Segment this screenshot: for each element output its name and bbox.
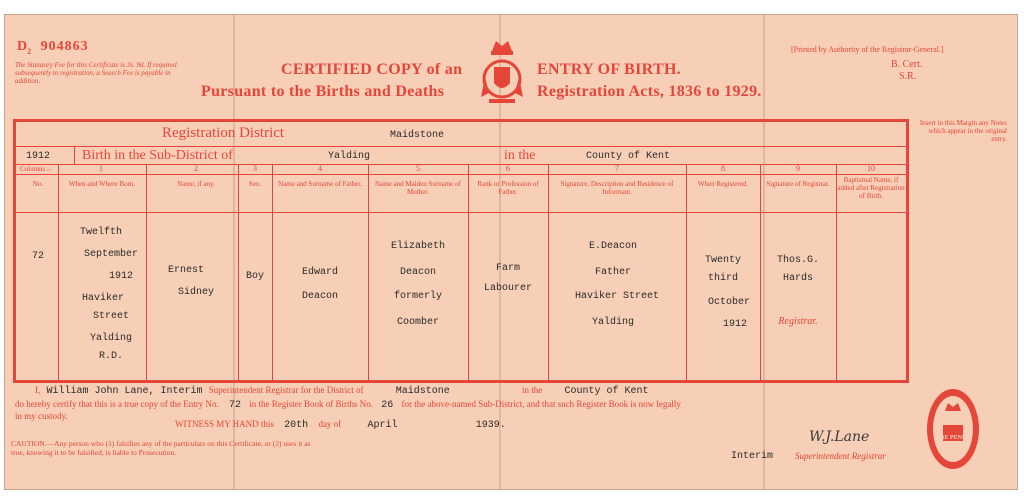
subdistrict-value: Yalding [328,151,371,162]
cert-district: Maidstone [395,386,450,397]
title-line1-right: ENTRY OF BIRTH. [537,61,681,78]
registered-line: 1912 [722,319,747,330]
signature-prefix: Interim [731,451,774,462]
district-label: Registration District [162,125,285,141]
caution-notice: CAUTION.—Any person who (1) falsifies any of the particulars on this Certificate, or (2) uses it as true, knowing it to be falsified, is liable to Prosecution. [11,439,311,457]
col-header-baptismal: Baptismal Name, if added after Registration of Birth. [837,176,905,200]
mother-name-line: Elizabeth [390,241,445,252]
child-sex: Boy [245,271,264,282]
registered-line: Twenty [704,255,741,266]
rule [16,146,906,147]
col-header-no: No. [32,180,44,188]
when-where-line: R.D. [98,351,123,362]
column-rule [686,164,687,380]
title-line2-right: Registration Acts, 1836 to 1929. [537,83,762,100]
register-entry-table [13,119,909,383]
registrar-signature-line: Thos.G. [776,255,819,266]
title-line2-left: Pursuant to the Births and Deaths [201,83,445,100]
column-rule [368,164,369,380]
column-rule [272,164,273,380]
col-header-sex: Sex. [248,180,262,188]
rule [16,212,906,213]
col-header-father: Name and Surname of Father. [278,180,362,188]
col-header-registrar: Signature of Registrar. [766,180,830,188]
when-where-line: September [83,249,138,260]
cert-text: do hereby certify that this is a true copy of the Entry No. [15,399,219,409]
when-where-line: 1912 [108,271,133,282]
cert-text: WITNESS MY HAND this [175,419,274,429]
rule [74,146,75,164]
title-line1-left: CERTIFIED COPY of an [281,61,463,78]
certification-line-1 [35,385,649,397]
informant-line: Father [594,267,631,278]
stamp-text: ONE PENNY [935,435,971,441]
col-num-6: 6 [506,164,510,173]
subdistrict-label: Birth in the Sub-District of [82,148,233,163]
entry-year: 1912 [26,151,51,162]
col-num-8: 8 [721,164,725,173]
informant-line: E.Deacon [588,241,637,252]
when-where-line: Yalding [89,333,132,344]
columns-label: Columns :- [20,165,52,173]
when-where-line: Street [92,311,129,322]
cert-text: Superintendent Registrar for the District of [208,385,364,395]
mother-name-line: Deacon [399,267,436,278]
column-rule [548,164,549,380]
serial-number [17,39,89,56]
serial-prefix-sub: 2 [27,46,32,56]
registrar-signature-line: Hards [782,273,813,284]
cert-text: I, [35,385,41,395]
serial-value: 904863 [40,39,89,54]
col-header-mother: Name and Maiden Surname of Mother. [375,180,461,196]
col-num-7: 7 [615,164,619,173]
cert-text: day of [318,419,342,429]
column-rule [238,164,239,380]
royal-arms-icon [479,37,525,109]
mother-name-line: Coomber [396,317,439,328]
col-header-registered: When Registered. [697,180,749,188]
col-num-2: 2 [194,164,198,173]
registrar-title: Registrar. [778,316,818,327]
entry-number: 72 [31,251,44,262]
col-num-10: 10 [867,164,875,173]
serial-prefix: D [17,39,28,54]
father-rank-line: Farm [495,263,520,274]
witness-day: 20th [284,420,309,431]
column-rule [836,164,837,380]
col-header-informant: Signature, Description and Residence of Informant. [560,180,674,196]
col-num-9: 9 [796,164,800,173]
col-header-name: Name, if any. [177,180,215,188]
cert-text: in the Register Book of Births No. [249,399,373,409]
column-rule [468,164,469,380]
column-rule [146,164,147,380]
rule [16,174,906,175]
superintendent-signature: W.J.Lane [809,429,870,445]
column-rule [58,164,59,380]
father-name-line: Edward [301,267,338,278]
form-code: B. Cert. [891,59,923,70]
registered-line: October [707,297,750,308]
district-value: Maidstone [390,130,445,141]
revenue-stamp-icon [925,387,981,471]
father-rank-line: Labourer [483,283,532,294]
father-name-line: Deacon [301,291,338,302]
child-name-line: Sidney [177,287,214,298]
witness-year: 1939. [475,420,506,431]
mother-name-line: formerly [393,291,442,302]
cert-book-no: 26 [381,400,394,411]
cert-text: for the above-named Sub-District, and that such Register Book is now legally [401,399,681,409]
cert-text: in the [522,385,543,395]
child-name-line: Ernest [167,265,204,276]
col-header-rank: Rank or Profession of Father. [477,180,539,196]
col-num-5: 5 [416,164,420,173]
form-code-sr: S.R. [899,71,917,82]
col-num-4: 4 [318,164,322,173]
superintendent-name: William John Lane, Interim [46,386,203,397]
county-value: County of Kent [586,151,671,162]
fee-notice: The Statutory Fee for this Certificate is 3s. 9d. If required subsequently to registration, a Search Fee is payable in addition. [15,61,177,85]
when-where-line: Haviker [81,293,124,304]
informant-line: Yalding [591,317,634,328]
birth-certificate [4,14,1018,490]
column-rule [760,164,761,380]
signature-title: Superintendent Registrar [795,451,886,461]
cert-county: County of Kent [564,386,649,397]
informant-line: Haviker Street [574,291,659,302]
certification-line-3: in my custody. [15,411,68,421]
witness-month: April [367,420,398,431]
col-header-when-where: When and Where Born. [68,180,136,188]
col-num-1: 1 [99,164,103,173]
margin-note: Insert in this Margin any Notes which appear in the original entry. [919,119,1007,143]
witness-line [175,419,506,431]
when-where-line: Twelfth [79,227,122,238]
certification-line-2 [15,399,681,411]
cert-entry-no: 72 [228,400,241,411]
authority-note: [Printed by Authority of the Registrar-General.] [791,45,944,54]
in-the-label: in the [504,148,536,163]
registered-line: third [707,273,738,284]
col-num-3: 3 [253,164,257,173]
